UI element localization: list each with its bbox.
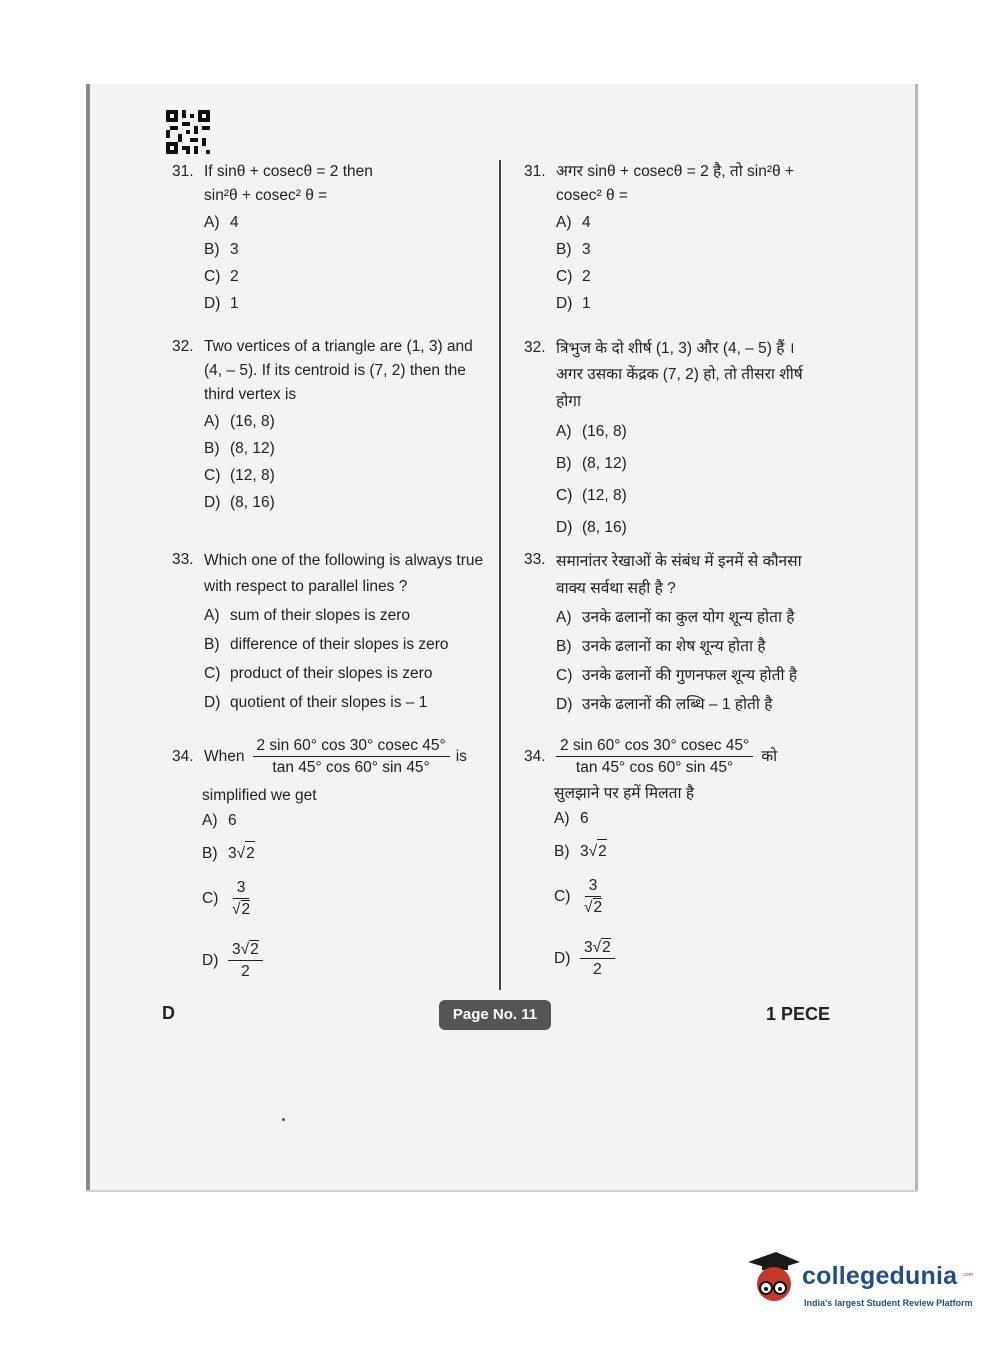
question-number: 34. xyxy=(172,747,194,765)
expression-fraction: $\frac{2 \sin 60^\circ \cos 30^\circ cosec 45^\circ}{\tan 45^\circ \cos 60^\circ \sin 45^\circ}$ xyxy=(556,736,753,778)
option-c[interactable]: C) 2 xyxy=(556,268,591,286)
option-c[interactable]: C) $\frac{3}{√2}$ xyxy=(554,876,603,917)
option-d[interactable]: D) quotient of their slopes is – 1 xyxy=(204,693,428,711)
option-c[interactable]: C) (12, 8) xyxy=(556,487,627,505)
question-text: त्रिभुज के दो शीर्ष (1, 3) और (4, – 5) हैं । अगर उसका केंद्रक (7, 2) हो, तो तीसरा शीर्ष होगा xyxy=(556,340,803,410)
collegedunia-logo[interactable] xyxy=(744,1248,972,1318)
brand-name: collegedunia xyxy=(802,1262,958,1290)
option-a[interactable]: A) 4 xyxy=(204,214,239,232)
question-text-cont: सुलझाने पर हमें मिलता है xyxy=(554,784,695,802)
question-number: 33. xyxy=(172,551,194,568)
option-d[interactable]: D) 1 xyxy=(204,295,239,313)
question-34-hi: 34. $\frac{2 \sin 60^\circ \cos 30^\circ cosec 45^\circ}{\tan 45^\circ \cos 60^\circ \sin 45^\circ}$ को सुलझाने पर हमें मिलता है A) 6 B) 3 √ 2 C) $\frac{3}{√2}$ D) $\frac{3√2}{2}$ xyxy=(524,736,824,984)
option-b[interactable]: B) 3 xyxy=(204,241,239,259)
option-a[interactable]: A) 6 xyxy=(554,809,589,827)
question-number: 31. xyxy=(172,163,194,180)
page-number-badge: Page No. 11 xyxy=(439,1000,551,1030)
option-d[interactable]: D) (8, 16) xyxy=(204,494,275,512)
option-d[interactable]: D) उनके ढलानों की लब्धि – 1 होती है xyxy=(556,695,773,713)
question-text: If sinθ + cosecθ = 2 then sin²θ + cosec² θ = xyxy=(204,163,373,205)
qr-code-icon xyxy=(166,110,210,154)
option-a[interactable]: A) 6 xyxy=(202,811,237,829)
option-b[interactable]: B) 3 √ 2 xyxy=(554,838,824,866)
option-d[interactable]: D) 1 xyxy=(556,295,591,313)
question-text-cont: simplified we get xyxy=(202,786,317,804)
question-text: समानांतर रेखाओं के संबंध में इनमें से कौनसा वाक्य सर्वथा सही है ? xyxy=(556,553,802,598)
option-c[interactable]: C) $\frac{3}{√2}$ xyxy=(202,878,251,919)
column-divider xyxy=(499,160,501,990)
question-number: 34. xyxy=(524,747,546,765)
brand-domain: .com xyxy=(962,1272,973,1278)
question-32-hi xyxy=(524,336,824,542)
question-number: 32. xyxy=(172,338,194,355)
question-32-en xyxy=(172,335,488,515)
question-number: 32. xyxy=(524,339,546,356)
option-c[interactable]: C) उनके ढलानों की गुणनफल शून्य होती है xyxy=(556,666,798,684)
expression-fraction: $\frac{2 \sin 60^\circ \cos 30^\circ cosec 45^\circ}{\tan 45^\circ \cos 60^\circ \sin 45^\circ}$ xyxy=(253,736,450,778)
option-b[interactable]: B) difference of their slopes is zero xyxy=(204,635,449,653)
question-text: Which one of the following is always true with respect to parallel lines ? xyxy=(204,552,484,595)
set-code: D xyxy=(162,1003,175,1023)
question-text: अगर sinθ + cosecθ = 2 है, तो sin²θ + cosec² θ = xyxy=(556,163,794,205)
stray-mark xyxy=(282,1118,285,1121)
question-33-hi xyxy=(524,548,824,717)
option-a[interactable]: A) (16, 8) xyxy=(204,413,275,431)
option-b[interactable]: B) 3 xyxy=(556,241,591,259)
question-31-en xyxy=(172,160,488,316)
option-b[interactable]: B) (8, 12) xyxy=(556,455,627,473)
option-c[interactable]: C) product of their slopes is zero xyxy=(204,664,433,682)
option-b[interactable]: B) (8, 12) xyxy=(204,440,275,458)
question-34-en: 34. When $\frac{2 \sin 60^\circ \cos 30^\circ cosec 45^\circ}{\tan 45^\circ \cos 60^\circ \sin 45^\circ}$ is simplified we get A) 6 B) 3 √ 2 C) $\frac{3}{√2}$ D) $\frac{3√2}{2}$ xyxy=(172,736,488,986)
question-text: Two vertices of a triangle are (1, 3) and (4, – 5). If its centroid is (7, 2) then the third vertex is xyxy=(204,338,473,404)
paper-code: 1 PECE xyxy=(766,1004,831,1024)
option-a[interactable]: A) sum of their slopes is zero xyxy=(204,606,411,624)
option-c[interactable]: C) (12, 8) xyxy=(204,467,275,485)
option-a[interactable]: A) उनके ढलानों का कुल योग शून्य होता है xyxy=(556,608,795,626)
question-33-en xyxy=(172,548,488,715)
option-c[interactable]: C) 2 xyxy=(204,268,239,286)
page-edge xyxy=(86,1190,918,1192)
brand-tagline: India's largest Student Review Platform xyxy=(804,1298,973,1308)
option-b[interactable]: B) 3 √ 2 xyxy=(202,840,488,868)
question-number: 31. xyxy=(524,163,546,180)
option-d[interactable]: D) (8, 16) xyxy=(556,519,627,537)
option-d[interactable]: D) $\frac{3√2}{2}$ xyxy=(202,936,488,986)
question-31-hi xyxy=(524,160,824,316)
option-b[interactable]: B) उनके ढलानों का शेष शून्य होता है xyxy=(556,637,766,655)
option-d[interactable]: D) $\frac{3√2}{2}$ xyxy=(554,934,824,984)
option-a[interactable]: A) (16, 8) xyxy=(556,423,627,441)
question-number: 33. xyxy=(524,551,546,568)
option-a[interactable]: A) 4 xyxy=(556,214,591,232)
mascot-icon xyxy=(744,1248,802,1312)
